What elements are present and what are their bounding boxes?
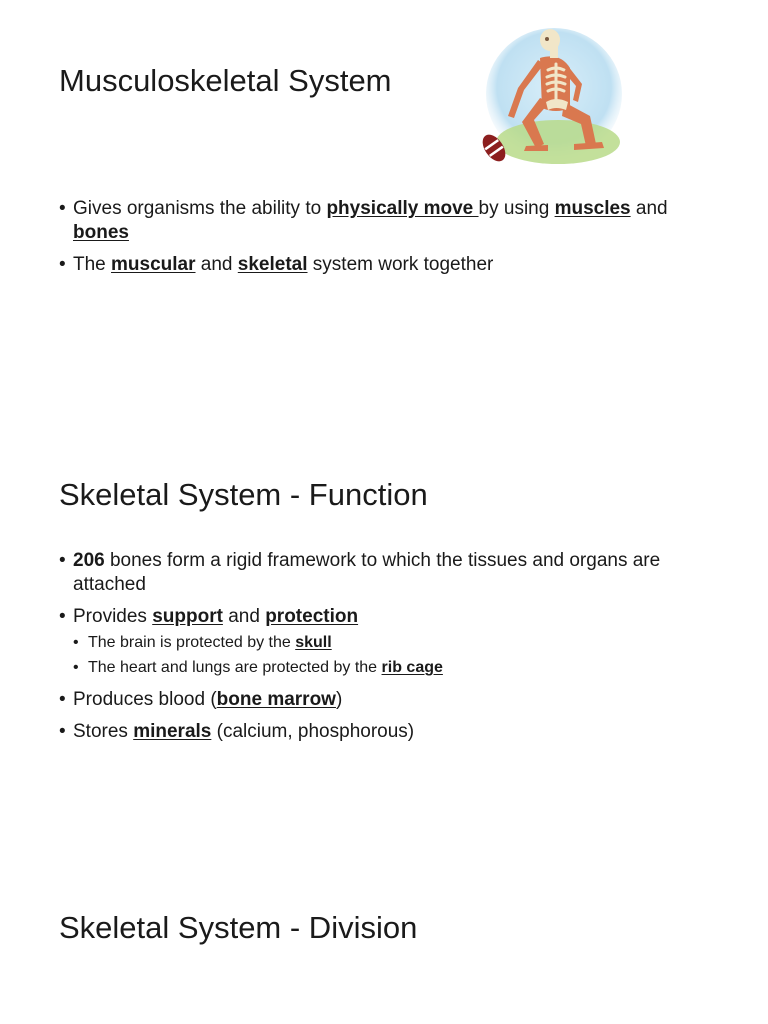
keyword: bone marrow: [216, 689, 336, 710]
keyword: 206: [73, 550, 105, 571]
text-run: (calcium, phosphorous): [211, 721, 415, 742]
text-run: bones form a rigid framework to which the tissues and organs are attached: [73, 550, 661, 595]
text-run: The brain is protected by the: [88, 634, 296, 651]
text-run: The heart and lungs are protected by the: [88, 659, 382, 676]
keyword: physically move: [326, 198, 479, 219]
keyword: muscles: [554, 198, 631, 219]
text-run: ): [335, 689, 343, 710]
keyword: skeletal: [237, 254, 308, 275]
keyword: rib cage: [381, 659, 443, 676]
keyword: skull: [295, 634, 332, 651]
text-run: and: [630, 198, 668, 219]
text-run: and: [222, 606, 266, 627]
keyword: protection: [265, 606, 359, 627]
slide-title: Skeletal System - Function: [59, 477, 428, 512]
text-run: Produces blood (: [73, 689, 217, 710]
keyword: support: [152, 606, 223, 627]
keyword: minerals: [133, 721, 212, 742]
text-run: Stores: [73, 721, 134, 742]
text-run: system work together: [307, 254, 494, 275]
text-run: by using: [478, 198, 555, 219]
keyword: muscular: [111, 254, 196, 275]
text-run: and: [195, 254, 238, 275]
text-run: The: [73, 254, 112, 275]
keyword: bones: [73, 222, 129, 243]
slide-title: Skeletal System - Division: [59, 910, 418, 945]
slide-title: Musculoskeletal System: [59, 63, 392, 98]
text-run: Provides: [73, 606, 153, 627]
text-run: Gives organisms the ability to: [73, 198, 327, 219]
